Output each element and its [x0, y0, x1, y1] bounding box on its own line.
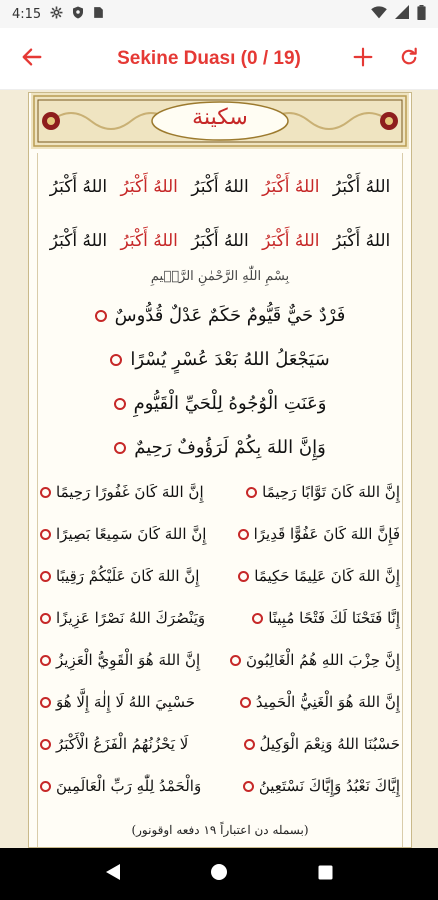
sim-card-icon — [93, 6, 104, 23]
pair-row — [38, 483, 402, 501]
verse-marker-icon — [230, 655, 241, 666]
recitation-note: (بسمله دن اعتباراً ١٩ دفعه اوقونور) — [131, 823, 309, 837]
verse-marker-icon — [40, 487, 51, 498]
ayah-text: سَيَجْعَلُ اللهُ بَعْدَ عُسْرٍ يُسْرًا — [130, 349, 330, 370]
takbir-line-2 — [38, 231, 402, 251]
verse-marker-icon — [40, 697, 51, 708]
verse-marker-icon — [40, 781, 51, 792]
pair-row — [38, 693, 402, 711]
prayer-card — [28, 92, 412, 848]
refresh-icon — [399, 47, 419, 71]
takbir-word: اللهُ أَكْبَرُ — [120, 231, 178, 251]
takbir-word: اللهُ أَكْبَرُ — [332, 177, 391, 197]
ayah-text: إِنَّ اللهَ كَانَ عَلَيْكُمْ رَقِيبًا — [56, 567, 200, 585]
ayah-text: فَإِنَّ اللهَ كَانَ عَفُوًّا قَدِيرًا — [253, 525, 400, 543]
verse-marker-icon — [40, 529, 51, 540]
nav-back-button[interactable] — [91, 852, 135, 896]
arrow-left-icon — [21, 46, 43, 72]
pair-row — [38, 567, 402, 585]
nav-home-button[interactable] — [197, 852, 241, 896]
header-ornament — [31, 93, 409, 149]
page-title: Sekine Duası (0 / 19) — [117, 47, 301, 69]
verse-marker-icon — [240, 697, 251, 708]
verse-marker-icon — [238, 529, 249, 540]
triangle-back-icon — [105, 863, 121, 885]
ayah-text: فَرْدٌ حَيٌّ قَيُّومٌ حَكَمٌ عَدْلٌ قُدُّوسٌ — [114, 305, 346, 326]
signal-icon — [395, 5, 409, 23]
bismillah: بِسْمِ اللّٰهِ الرَّحْمٰنِ الرَّح۪يمِ — [150, 269, 290, 284]
shield-icon — [72, 6, 84, 23]
verse-marker-icon — [246, 487, 257, 498]
takbir-word: اللهُ أَكْبَرُ — [332, 231, 391, 251]
system-nav-bar — [0, 848, 438, 900]
header-calligraphy: سكينة — [192, 105, 248, 130]
status-bar — [0, 0, 438, 28]
back-button[interactable] — [6, 33, 58, 85]
ayah-text: وَإِنَّ اللهَ بِكُمْ لَرَؤُوفٌ رَحِيمٌ — [134, 437, 326, 458]
ayah-text: إِنَّ اللهَ كَانَ غَفُورًا رَحِيمًا — [56, 483, 204, 501]
pair-row — [38, 609, 402, 627]
verse-marker-icon — [114, 398, 126, 410]
ayah-text: حَسْبِيَ اللهُ لَا إِلٰهَ إِلَّا هُوَ — [56, 693, 195, 711]
ayah-line — [38, 437, 402, 458]
verse-marker-icon — [40, 571, 51, 582]
status-time: 4:15 — [12, 6, 42, 22]
pair-row — [38, 651, 402, 669]
ayah-text: إِنَّ اللهَ كَانَ عَلِيمًا حَكِيمًا — [254, 567, 400, 585]
takbir-line-1 — [38, 177, 402, 197]
verse-marker-icon — [95, 310, 107, 322]
ayah-text: إِنَّ حِزْبَ اللهِ هُمُ الْغَالِبُونَ — [246, 651, 400, 669]
prayer-page — [0, 90, 438, 848]
verse-marker-icon — [40, 613, 51, 624]
battery-icon — [417, 5, 426, 24]
ayah-text: إِنَّ اللهَ كَانَ تَوَّابًا رَحِيمًا — [262, 483, 400, 501]
ayah-text: حَسْبُنَا اللهُ وَنِعْمَ الْوَكِيلُ — [259, 735, 400, 753]
nav-recents-button[interactable] — [303, 852, 347, 896]
circle-home-icon — [210, 863, 228, 885]
takbir-word: اللهُ أَكْبَرُ — [120, 177, 178, 197]
ayah-text: وَيَنْصُرَكَ اللهُ نَصْرًا عَزِيزًا — [56, 609, 206, 627]
takbir-word: اللهُ أَكْبَرُ — [191, 231, 249, 251]
verse-marker-icon — [40, 655, 51, 666]
verse-marker-icon — [110, 354, 122, 366]
reset-button[interactable] — [386, 33, 432, 85]
takbir-word: اللهُ أَكْبَرُ — [262, 177, 320, 197]
verse-marker-icon — [114, 442, 126, 454]
ayah-text: إِيَّاكَ نَعْبُدُ وَإِيَّاكَ نَسْتَعِينُ — [258, 777, 400, 795]
verse-marker-icon — [238, 571, 249, 582]
ayah-text: وَالْحَمْدُ لِلّٰهِ رَبِّ الْعَالَمِينَ — [56, 777, 202, 795]
ayah-text: وَعَنَتِ الْوُجُوهُ لِلْحَيِّ الْقَيُّومِ — [133, 393, 327, 414]
verse-marker-icon — [244, 739, 255, 750]
ayah-text: إِنَّا فَتَحْنَا لَكَ فَتْحًا مُبِينًا — [268, 609, 400, 627]
ayah-line — [38, 305, 402, 326]
app-bar — [0, 28, 438, 90]
takbir-word: اللهُ أَكْبَرُ — [49, 177, 108, 197]
wifi-icon — [371, 6, 387, 23]
takbir-word: اللهُ أَكْبَرُ — [191, 177, 249, 197]
takbir-word: اللهُ أَكْبَرُ — [49, 231, 108, 251]
verse-marker-icon — [252, 613, 263, 624]
settings-gear-icon — [50, 6, 63, 23]
add-counter-button[interactable] — [340, 33, 386, 85]
ayah-line — [38, 393, 402, 414]
prayer-text — [37, 153, 403, 847]
verse-marker-icon — [40, 739, 51, 750]
square-recents-icon — [318, 865, 333, 884]
pair-row — [38, 525, 402, 543]
takbir-word: اللهُ أَكْبَرُ — [262, 231, 320, 251]
ayah-line — [38, 349, 402, 370]
ayah-text: لَا يَحْزُنُهُمُ الْفَزَعُ الْأَكْبَرُ — [56, 735, 189, 753]
plus-icon — [353, 47, 373, 71]
pair-row — [38, 777, 402, 795]
ayah-text: إِنَّ اللهَ هُوَ الْغَنِيُّ الْحَمِيدُ — [255, 693, 400, 711]
ayah-text: إِنَّ اللهَ كَانَ سَمِيعًا بَصِيرًا — [56, 525, 207, 543]
verse-marker-icon — [243, 781, 254, 792]
ayah-text: إِنَّ اللهَ هُوَ الْقَوِيُّ الْعَزِيزُ — [56, 651, 201, 669]
pair-row — [38, 735, 402, 753]
